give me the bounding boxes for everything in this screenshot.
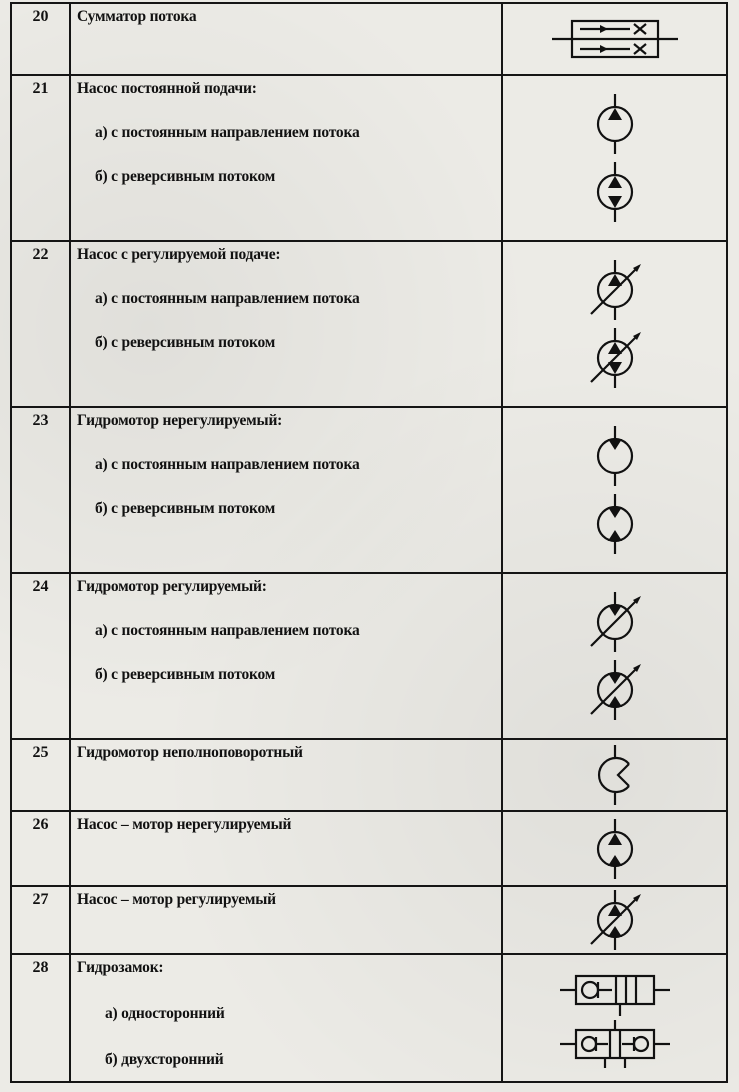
symbol-cell	[502, 739, 727, 811]
symbol-cell	[502, 241, 727, 407]
fixed-motor-unidirectional-icon	[585, 426, 645, 486]
symbol-cell	[502, 954, 727, 1082]
variable-pump-motor-icon	[583, 890, 647, 950]
variable-pump-reversible-icon	[583, 328, 647, 388]
symbol-cell	[502, 3, 727, 75]
table-row	[11, 241, 727, 407]
row-description	[70, 954, 502, 1082]
variable-motor-unidirectional-icon	[583, 592, 647, 652]
row-number: 24	[11, 573, 70, 739]
row-description	[70, 407, 502, 573]
row-item: б) с реверсивным потоком	[95, 334, 276, 351]
row-number: 25	[11, 739, 70, 811]
table-row	[11, 739, 727, 811]
row-title: Насос с регулируемой подаче:	[77, 246, 281, 263]
row-number: 27	[11, 886, 70, 954]
symbol-cell	[502, 886, 727, 954]
symbol-cell	[502, 811, 727, 886]
row-item: б) с реверсивным потоком	[95, 500, 276, 517]
fixed-pump-unidirectional-icon	[585, 94, 645, 154]
table-row	[11, 75, 727, 241]
row-item: б) с реверсивным потоком	[95, 666, 276, 683]
fixed-pump-motor-icon	[585, 819, 645, 879]
row-title: Гидромотор регулируемый:	[77, 578, 267, 595]
table-row	[11, 886, 727, 954]
one-way-hydraulic-lock-icon	[560, 968, 670, 1016]
symbol-cell	[502, 407, 727, 573]
row-item: б) двухсторонний	[105, 1051, 224, 1068]
table-row	[11, 954, 727, 1082]
table-row	[11, 407, 727, 573]
row-number: 21	[11, 75, 70, 241]
row-title: Насос – мотор регулируемый	[77, 891, 276, 908]
row-title: Насос постоянной подачи:	[77, 80, 257, 97]
row-title: Гидромотор нерегулируемый:	[77, 412, 283, 429]
row-item: а) с постоянным направлением потока	[95, 290, 360, 307]
variable-motor-reversible-icon	[583, 660, 647, 720]
row-item: а) с постоянным направлением потока	[95, 622, 360, 639]
row-item: а) односторонний	[105, 1005, 225, 1022]
symbol-table	[10, 2, 728, 1083]
fixed-pump-reversible-icon	[585, 162, 645, 222]
row-number: 22	[11, 241, 70, 407]
row-description	[70, 811, 502, 886]
table-row	[11, 573, 727, 739]
row-item: б) с реверсивным потоком	[95, 168, 276, 185]
row-number: 28	[11, 954, 70, 1082]
row-description	[70, 241, 502, 407]
row-description	[70, 739, 502, 811]
row-item: а) с постоянным направлением потока	[95, 456, 360, 473]
row-description	[70, 3, 502, 75]
table-row	[11, 811, 727, 886]
row-item: а) с постоянным направлением потока	[95, 124, 360, 141]
variable-pump-unidirectional-icon	[583, 260, 647, 320]
symbol-cell	[502, 573, 727, 739]
row-title: Насос – мотор нерегулируемый	[77, 816, 292, 833]
row-title: Гидромотор неполноповоротный	[77, 744, 303, 761]
row-title: Гидрозамок:	[77, 959, 164, 976]
row-description	[70, 75, 502, 241]
flow-summator-icon	[550, 16, 680, 62]
symbol-cell	[502, 75, 727, 241]
row-number: 23	[11, 407, 70, 573]
fixed-motor-reversible-icon	[585, 494, 645, 554]
row-number: 20	[11, 3, 70, 75]
table-row	[11, 3, 727, 75]
rotary-actuator-icon	[585, 745, 645, 805]
row-description	[70, 886, 502, 954]
two-way-hydraulic-lock-icon	[560, 1020, 670, 1068]
row-title: Сумматор потока	[77, 8, 197, 25]
row-description	[70, 573, 502, 739]
row-number: 26	[11, 811, 70, 886]
